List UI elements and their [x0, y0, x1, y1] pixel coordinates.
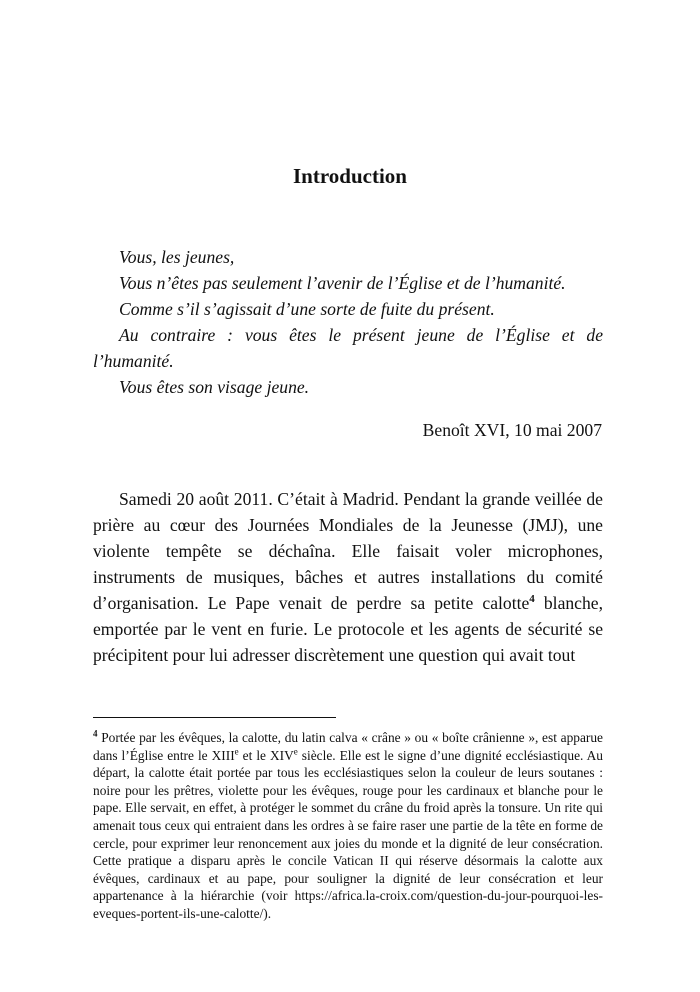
epigraph-line: Vous êtes son visage jeune. [119, 377, 310, 397]
body-text-part: blanche, emportée par le vent en furie. Le protocole et les agents de sécurité se précipitent pour lui adresser discrètement une question qui avait tout [93, 593, 603, 665]
footnote-superscript: e [234, 746, 239, 757]
epigraph-line: Au contraire : vous êtes le présent jeune de l’Église et de [119, 325, 603, 345]
footnote-reference[interactable]: 4 [529, 593, 535, 606]
epigraph-line: Comme s’il s’agissait d’une sorte de fuite du présent. [119, 299, 495, 319]
body-paragraph [93, 486, 603, 668]
footnote [93, 729, 603, 923]
epigraph-line: Vous, les jeunes, [119, 247, 235, 267]
footnote-divider [93, 717, 336, 718]
epigraph [93, 244, 603, 400]
footnote-number: 4 [93, 728, 98, 739]
footnote-text: siècle. Elle est le signe d’une dignité ecclésiastique. Au départ, la calotte était portée par tous les ecclésiastiques selon la couleur de leurs soutanes : noire pour les prêtres, violette pour les évêques, rouge pour les cardinaux et blanche pour le pape. Elle servait, en effet, à protéger le sommet du crâne du froid après la tonsure. Un rite qui amenait tous ceux qui entraient dans les ordres à se faire raser une partie de la tête en forme de cercle, pour exprimer leur renoncement aux joies du monde et la dignité de leur consécration. Cette pratique a disparu après le concile Vatican II qui réserve désormais la calotte aux évêques, cardinaux et au pape, pour souligner la dignité de leur consécration et leur appartenance à la hiérarchie (voir https://africa.la-croix.com/question-du-jour-pourquoi-les-eveques-portent-ils-une-calotte/). [93, 747, 603, 921]
body-text-part: Samedi 20 août 2011. C’était à Madrid. Pendant la grande veillée de prière au cœur des Journées Mondiales de la Jeunesse (JMJ), une violente tempête se déchaîna. Elle faisait voler microphones, instruments de musiques, bâches et autres installations du comité d’organisation. Le Pape venait de perdre sa petite calotte [93, 489, 603, 613]
footnote-text: Portée par les évêques, la calotte, du latin calva « crâne » ou « boîte crânienne », est apparue dans l’Église entre le XIII [93, 730, 603, 763]
epigraph-line: l’humanité. [93, 351, 174, 371]
footnote-text: et le XIV [238, 747, 294, 763]
epigraph-attribution: Benoît XVI, 10 mai 2007 [422, 420, 602, 440]
page-title: Introduction [293, 164, 407, 188]
footnote-superscript: e [293, 746, 298, 757]
epigraph-line: Vous n’êtes pas seulement l’avenir de l’Église et de l’humanité. [119, 273, 566, 293]
